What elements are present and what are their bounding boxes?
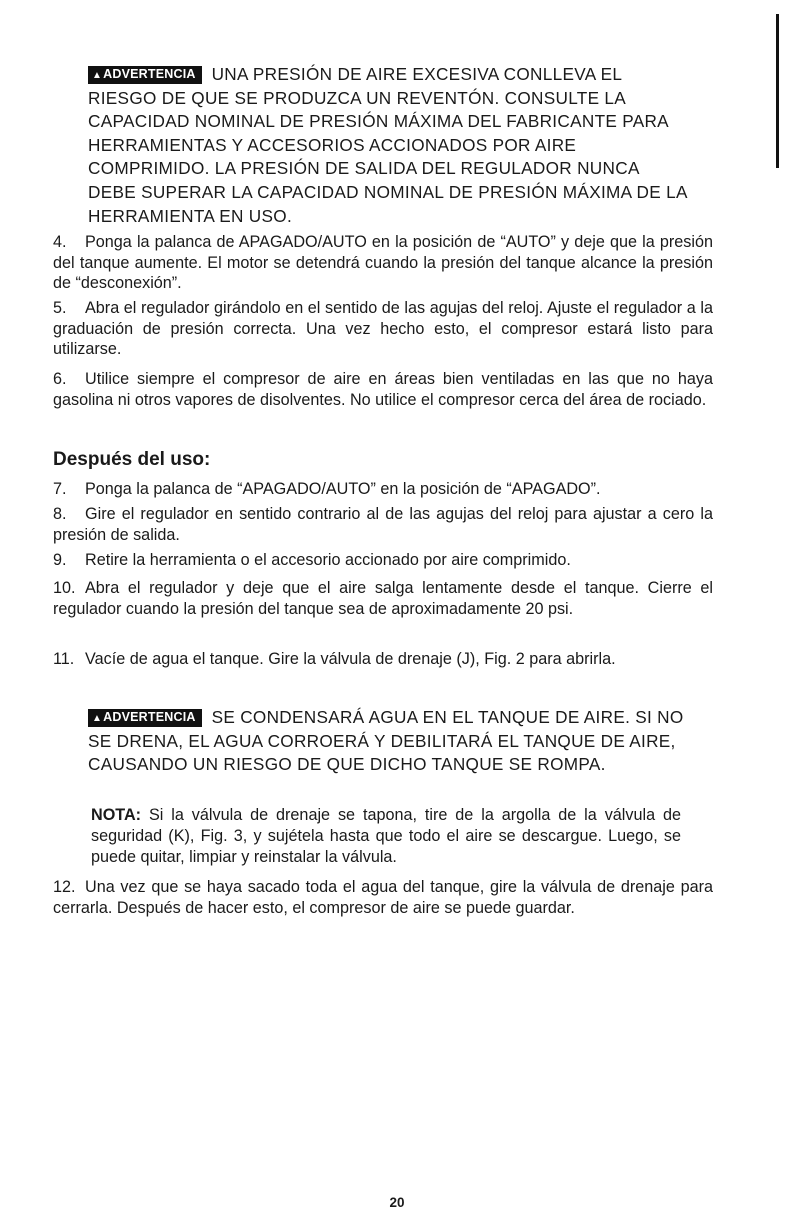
warning-badge-label: ADVERTENCIA	[103, 67, 196, 81]
warning-block-pressure	[88, 63, 688, 228]
list-item-text: Abra el regulador y deje que el aire salga lentamente desde el tanque. Cierre el regulador cuando la presión del tanque sea de aproximadamente 20 psi.	[53, 579, 713, 618]
list-item	[53, 232, 713, 294]
warning-badge	[88, 709, 202, 727]
list-item-number: 12.	[53, 878, 76, 896]
list-item	[53, 298, 713, 360]
list-item	[53, 550, 713, 571]
page-edge-line	[776, 14, 779, 168]
warning-triangle-icon: ▲	[92, 713, 103, 724]
list-item-text: Ponga la palanca de “APAGADO/AUTO” en la posición de “APAGADO”.	[85, 480, 601, 498]
section-heading: Después del uso:	[53, 449, 211, 470]
list-item-text: Una vez que se haya sacado toda el agua del tanque, gire la válvula de drenaje para cerrarla. Después de hacer esto, el compresor de aire se puede guardar.	[53, 878, 713, 917]
list-item-number: 7.	[53, 480, 67, 498]
list-item-text: Utilice siempre el compresor de aire en áreas bien ventiladas en las que no haya gasolina ni otros vapores de disolventes. No utilice el compresor cerca del área de rociado.	[53, 370, 713, 409]
list-item	[53, 649, 713, 670]
warning-badge-label: ADVERTENCIA	[103, 710, 196, 724]
list-item-text: Abra el regulador girándolo en el sentido de las agujas del reloj. Ajuste el regulador a la graduación de presión correcta. Una vez hecho esto, el compresor estará listo para utilizarse.	[53, 299, 713, 358]
warning-badge	[88, 66, 202, 84]
list-item-text: Ponga la palanca de APAGADO/AUTO en la posición de “AUTO” y deje que la presión del tanque aumente. El motor se detendrá cuando la presión del tanque alcance la presión de “desconexión”.	[53, 233, 713, 292]
warning-triangle-icon: ▲	[92, 70, 103, 81]
list-item-number: 5.	[53, 299, 67, 317]
list-item-text: Retire la herramienta o el accesorio accionado por aire comprimido.	[85, 551, 571, 569]
list-item-number: 4.	[53, 233, 67, 251]
list-item	[53, 479, 713, 500]
list-item-text: Vacíe de agua el tanque. Gire la válvula de drenaje (J), Fig. 2 para abrirla.	[85, 650, 616, 668]
list-item-text: Gire el regulador en sentido contrario al de las agujas del reloj para ajustar a cero la presión de salida.	[53, 505, 713, 544]
note-label: NOTA:	[91, 806, 142, 824]
list-item	[53, 877, 713, 918]
list-item	[53, 369, 713, 410]
page-number: 20	[389, 1195, 405, 1210]
list-item-number: 11.	[53, 650, 75, 668]
list-item	[53, 504, 713, 545]
warning-text: SE CONDENSARÁ AGUA EN EL TANQUE DE AIRE. SI NO SE DRENA, EL AGUA CORROERÁ Y DEBILITARÁ EL TANQUE DE AIRE, CAUSANDO UN RIESGO DE QUE DICHO TANQUE SE ROMPA.	[88, 707, 684, 775]
list-item-number: 8.	[53, 505, 67, 523]
warning-text: UNA PRESIÓN DE AIRE EXCESIVA CONLLEVA EL RIESGO DE QUE SE PRODUZCA UN REVENTÓN. CONSULTE LA CAPACIDAD NOMINAL DE PRESIÓN MÁXIMA DEL FABRICANTE PARA HERRAMIENTAS Y ACCESORIOS ACCIONADOS POR AIRE COMPRIMIDO. LA PRESIÓN DE SALIDA DEL REGULADOR NUNCA DEBE SUPERAR LA CAPACIDAD NOMINAL DE PRESIÓN MÁXIMA DE LA HERRAMIENTA EN USO.	[88, 64, 687, 226]
note-text: Si la válvula de drenaje se tapona, tire de la argolla de la válvula de seguridad (K), Fig. 3, y sujétela hasta que todo el aire se descargue. Luego, se puede quitar, limpiar y reinstalar la válvula.	[91, 806, 682, 866]
warning-block-condensation	[88, 706, 688, 777]
list-item	[53, 578, 713, 619]
list-item-number: 10.	[53, 579, 76, 597]
list-item-number: 9.	[53, 551, 67, 569]
list-item-number: 6.	[53, 370, 67, 388]
note-block	[91, 805, 681, 868]
